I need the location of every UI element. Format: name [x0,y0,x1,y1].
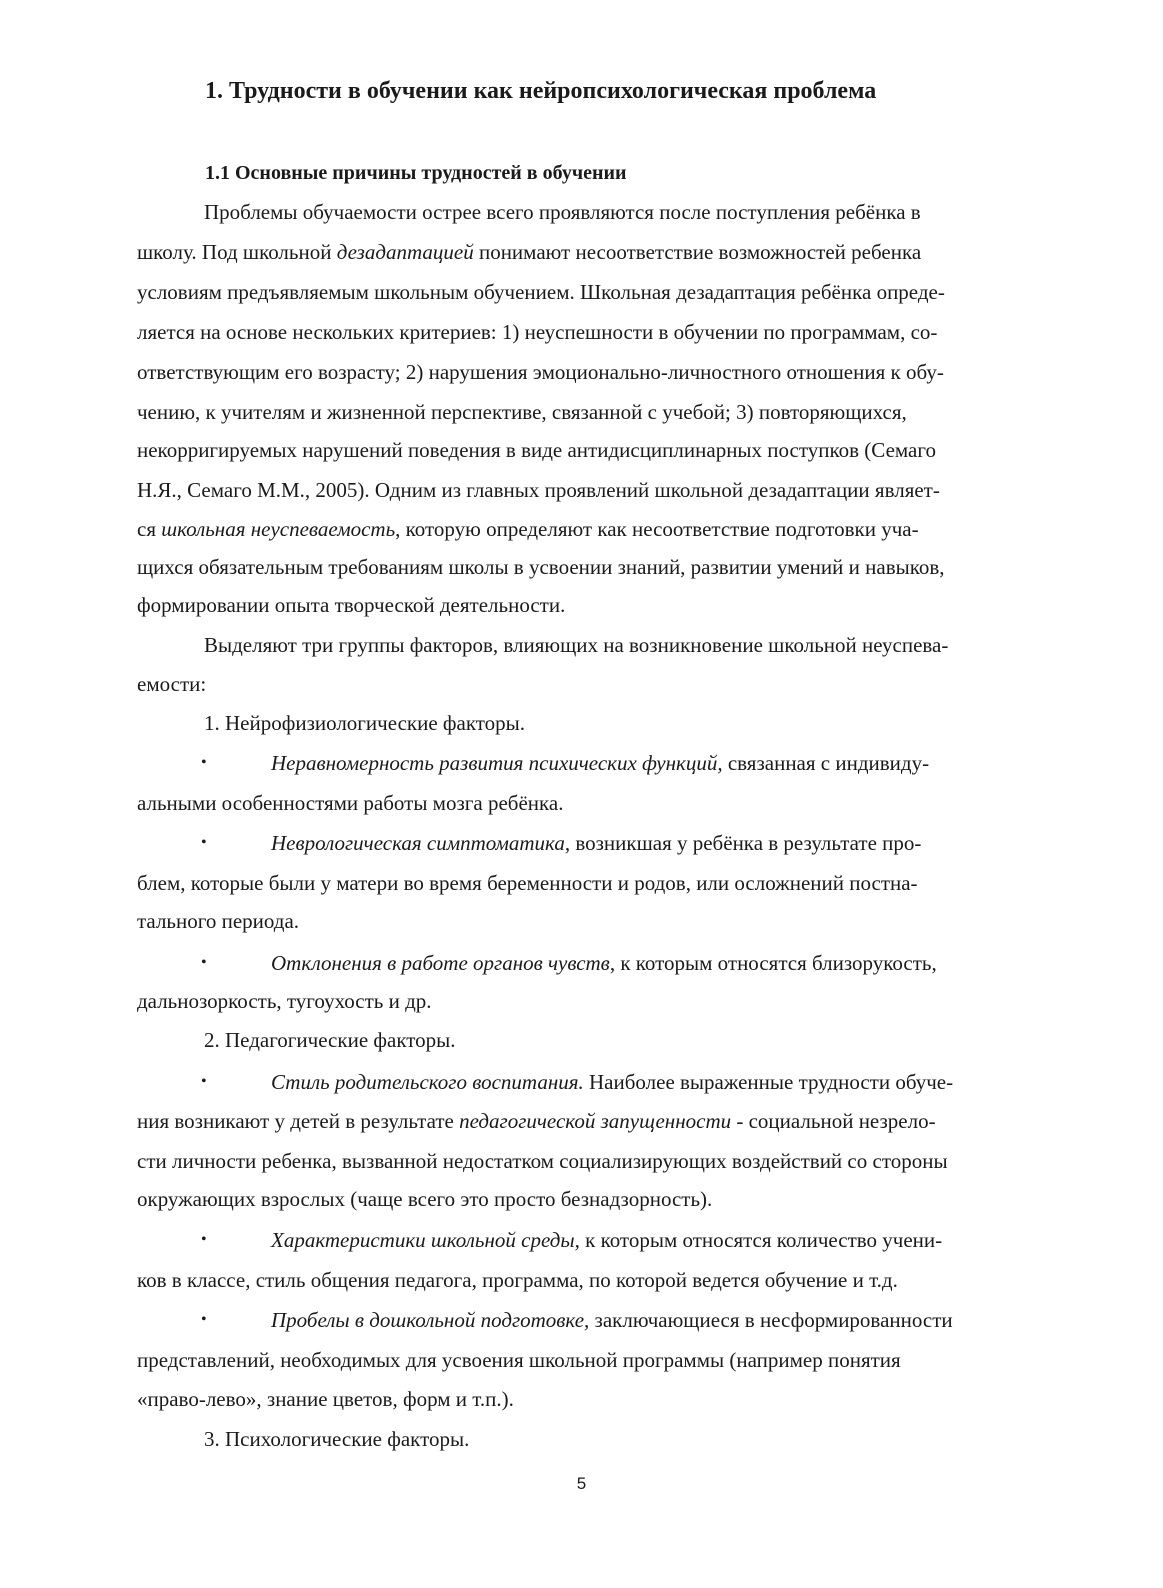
bullet-item-line: представлений, необходимых для усвоения школьной программы (например понятия [137,1348,901,1372]
paragraph-line: школу. Под школьной дезадаптацией понимают несоответствие возможностей ребенка [137,240,922,264]
paragraph-line: формировании опыта творческой деятельности. [137,593,566,617]
bullet-item: Неравномерность развития психических функций, связанная с индивиду- [271,751,930,775]
bullet-item-line: блем, которые были у матери во время беременности и родов, или осложнений постна- [137,871,918,895]
chapter-heading: 1. Трудности в обучении как нейропсихологическая проблема [205,78,877,104]
group-heading-psychological: 3. Психологические факторы. [204,1427,470,1451]
paragraph-line: щихся обязательным требованиям школы в усвоении знаний, развитии умений и навыков, [137,555,945,579]
bullet-icon: • [201,834,207,851]
bullet-item: Характеристики школьной среды, к которым относятся количество учени- [271,1228,943,1252]
bullet-item-line: тального периода. [137,909,300,933]
bullet-item: Отклонения в работе органов чувств, к которым относятся близорукость, [271,951,937,975]
paragraph-line: ляется на основе нескольких критериев: 1) неуспешности в обучении по программам, со- [137,320,938,344]
italic-term: школьная неуспеваемость [161,517,396,541]
bullet-item: Пробелы в дошкольной подготовке, заключающиеся в несформированности [271,1308,953,1332]
bullet-icon: • [201,954,207,971]
bullet-item: Неврологическая симптоматика, возникшая у ребёнка в результате про- [271,831,922,855]
bullet-item-line: «право-лево», знание цветов, форм и т.п.). [137,1387,514,1411]
bullet-item-line: окружающих взрослых (чаще всего это просто безнадзорность). [137,1187,713,1211]
group-heading-pedagogical: 2. Педагогические факторы. [204,1028,456,1052]
bullet-icon: • [201,1311,207,1328]
paragraph-line: Выделяют три группы факторов, влияющих на возникновение школьной неуспева- [204,633,949,657]
paragraph-line: условиям предъявляемым школьным обучением. Школьная дезадаптация ребёнка опреде- [137,280,945,304]
italic-term: дезадаптацией [336,240,474,264]
paragraph-line: чению, к учителям и жизненной перспективе, связанной с учебой; 3) повторяющихся, [137,400,907,424]
bullet-item: Стиль родительского воспитания. Наиболее выраженные трудности обуче- [271,1070,954,1094]
bullet-item-line: дальнозоркость, тугоухость и др. [137,989,432,1013]
bullet-icon: • [201,754,207,771]
group-heading-neurophysiological: 1. Нейрофизиологические факторы. [204,711,526,735]
bullet-icon: • [201,1231,207,1248]
paragraph-line: некорригируемых нарушений поведения в виде антидисциплинарных поступков (Семаго [137,438,936,462]
bullet-item-line: сти личности ребенка, вызванной недостатком социализирующих воздействий со стороны [137,1149,948,1173]
italic-term: педагогической запущенности [459,1109,732,1133]
paragraph-line: емости: [137,672,207,696]
section-heading: 1.1 Основные причины трудностей в обучении [205,162,627,184]
bullet-item-line: ков в классе, стиль общения педагога, программа, по которой ведется обучение и т.д. [137,1268,898,1292]
page-number: 5 [576,1474,587,1493]
paragraph-line: Проблемы обучаемости острее всего проявляются после поступления ребёнка в [204,200,921,224]
paragraph-line: Н.Я., Семаго М.М., 2005). Одним из главных проявлений школьной дезадаптации являет- [137,478,940,502]
bullet-item-line: альными особенностями работы мозга ребёнка. [137,791,564,815]
bullet-item-line: ния возникают у детей в результате педагогической запущенности - социальной незрело- [137,1109,936,1133]
bullet-icon: • [201,1073,207,1090]
paragraph-line: ответствующим его возрасту; 2) нарушения эмоционально-личностного отношения к обу- [137,360,944,384]
paragraph-line: ся школьная неуспеваемость, которую определяют как несоответствие подготовки уча- [137,517,919,541]
